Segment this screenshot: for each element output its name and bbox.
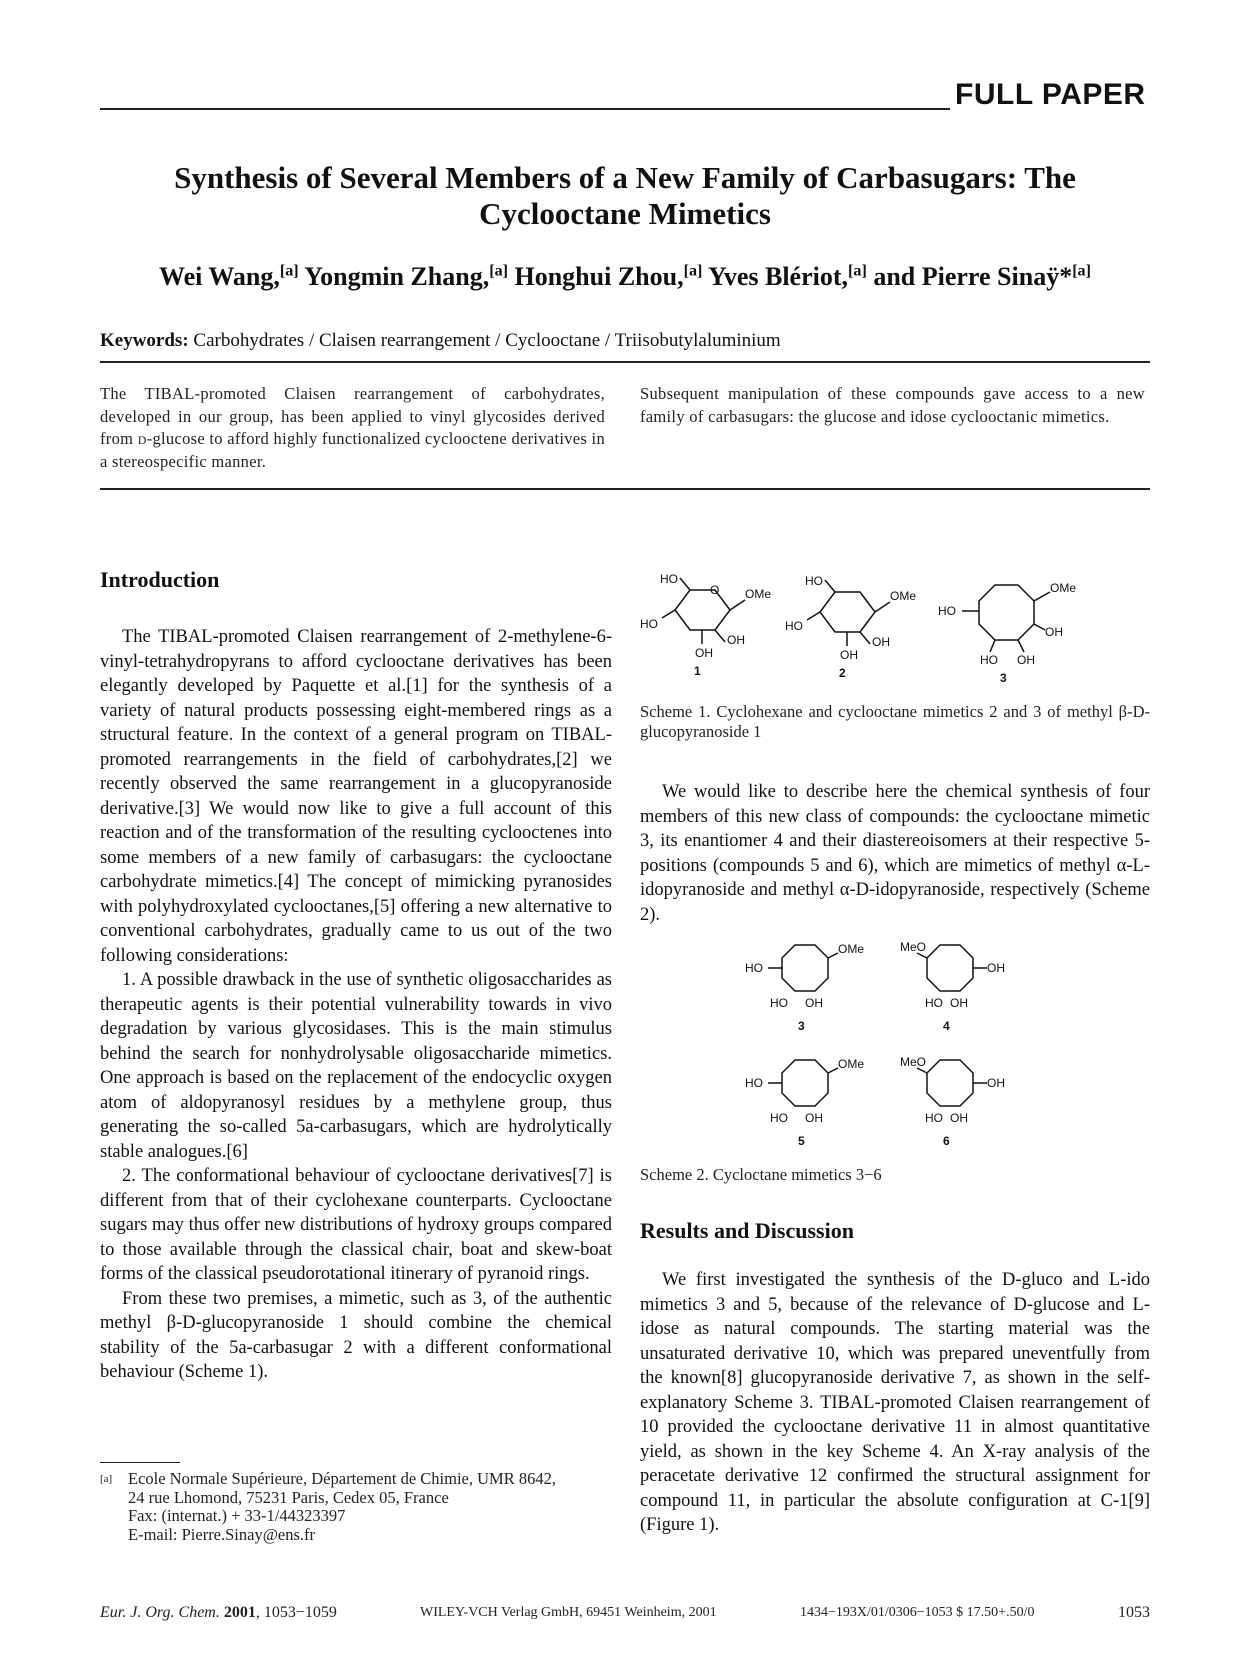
svg-text:OH: OH bbox=[727, 633, 745, 647]
abstract-text: -glucose to afford highly functionalized cyclooctene derivatives in a stereospecific manner. bbox=[100, 429, 605, 471]
journal-pages: , 1053−1059 bbox=[255, 1604, 337, 1621]
svg-text:OH: OH bbox=[950, 1111, 968, 1125]
author-name: Honghui Zhou, bbox=[514, 262, 684, 291]
svg-text:HO: HO bbox=[805, 574, 823, 588]
paragraph: 2. The conformational behaviour of cyclooctane derivatives[7] is different from that of their cyclohexane counterparts. Cyclooctane sugars may thus offer new distributions of hydroxy groups compared to those available through the classical chair, boat and skew-boat forms of the classical pseudorotational itinerary of pyranoid rings. bbox=[100, 1166, 612, 1284]
svg-text:HO: HO bbox=[640, 617, 658, 631]
compound-label: 5 bbox=[798, 1134, 805, 1148]
svg-text:HO: HO bbox=[770, 996, 788, 1010]
structure-1-labels bbox=[640, 572, 771, 678]
svg-text:OH: OH bbox=[1017, 653, 1035, 667]
header-rule bbox=[100, 108, 950, 110]
svg-text:HO: HO bbox=[745, 1076, 763, 1090]
svg-text:MeO: MeO bbox=[900, 940, 927, 954]
page-number: 1053 bbox=[1118, 1604, 1150, 1621]
structure-6 bbox=[917, 1060, 987, 1106]
footnote-line: Ecole Normale Supérieure, Département de Chimie, UMR 8642, bbox=[128, 1469, 556, 1488]
journal-name: Eur. J. Org. Chem. bbox=[100, 1604, 220, 1621]
abstract-text: d bbox=[137, 429, 147, 448]
svg-text:OH: OH bbox=[872, 635, 890, 649]
keywords-line bbox=[100, 330, 781, 352]
results-body bbox=[640, 1268, 1150, 1538]
introduction-heading: Introduction bbox=[100, 567, 220, 592]
affiliation-footnote bbox=[100, 1470, 612, 1544]
structure-3 bbox=[962, 585, 1050, 652]
structure-5 bbox=[768, 1060, 838, 1106]
structure-3-labels bbox=[938, 581, 1076, 685]
svg-text:OH: OH bbox=[695, 646, 713, 660]
compound-label: 2 bbox=[839, 666, 846, 680]
paper-title: Synthesis of Several Members of a New Family of Carbasugars: The Cyclooctane Mimetics bbox=[174, 160, 1076, 231]
svg-text:HO: HO bbox=[980, 653, 998, 667]
svg-text:HO: HO bbox=[925, 996, 943, 1010]
compound-label: 4 bbox=[943, 1019, 950, 1033]
author-list bbox=[100, 262, 1150, 292]
structure-2-labels bbox=[785, 574, 916, 680]
footnote-rule bbox=[100, 1462, 180, 1463]
right-paragraph bbox=[640, 780, 1150, 927]
section-label: FULL PAPER bbox=[955, 78, 1146, 111]
structure-4 bbox=[917, 945, 987, 991]
svg-text:HO: HO bbox=[925, 1111, 943, 1125]
svg-text:OMe: OMe bbox=[745, 587, 772, 601]
paragraph: From these two premises, a mimetic, such as 3, of the authentic methyl β-D-glucopyranoside 1 should combine the chemical stability of the 5a-carbasugar 2 with a different conformational behaviour (Scheme 1). bbox=[100, 1288, 612, 1382]
svg-text:OMe: OMe bbox=[838, 1057, 865, 1071]
svg-text:OH: OH bbox=[950, 996, 968, 1010]
paragraph: We first investigated the synthesis of the D-gluco and L-ido mimetics 3 and 5, because of the relevance of D-glucose and L-idose as natural compounds. The starting material was the unsaturated derivative 10, which was prepared uneventfully from the known[8] glucopyranoside derivative 7, as shown in the self-explanatory Scheme 3. TIBAL-promoted Claisen rearrangement of 10 provided the cyclooctane derivative 11 in almost quantitative yield, as shown in the key Scheme 4. An X-ray analysis of the peracetate derivative 12 confirmed the structural assignment for compound 11, in particular the absolute configuration at C-1[9] (Figure 1). bbox=[640, 1270, 1150, 1535]
svg-text:HO: HO bbox=[660, 572, 678, 586]
compound-label: 3 bbox=[798, 1019, 805, 1033]
scheme1-figure bbox=[640, 570, 1150, 695]
svg-text:OH: OH bbox=[840, 648, 858, 662]
svg-text:OH: OH bbox=[805, 1111, 823, 1125]
svg-text:OH: OH bbox=[1045, 625, 1063, 639]
issn-code: 1434−193X/01/0306−1053 $ 17.50+.50/0 bbox=[800, 1605, 1035, 1620]
author-name: and Pierre Sinaÿ* bbox=[873, 262, 1073, 291]
affiliation-mark: [a] bbox=[683, 262, 703, 280]
compound-label: 3 bbox=[1000, 671, 1007, 685]
scheme2-figure bbox=[740, 935, 1040, 1160]
affiliation-mark: [a] bbox=[489, 262, 508, 280]
footnote-mark: [a] bbox=[100, 1473, 113, 1485]
compound-label: 6 bbox=[943, 1134, 950, 1148]
footnote-line: Fax: (internat.) + 33-1/44323397 bbox=[128, 1506, 346, 1525]
journal-year: 2001 bbox=[223, 1604, 256, 1621]
svg-text:OH: OH bbox=[987, 1076, 1005, 1090]
author-name: Yves Blériot, bbox=[707, 262, 849, 291]
svg-text:OH: OH bbox=[805, 996, 823, 1010]
svg-text:HO: HO bbox=[785, 619, 803, 633]
paragraph: The TIBAL-promoted Claisen rearrangement of 2-methylene-6-vinyl-tetrahydropyrans to afford cyclooctane derivatives has been elegantly developed by Paquette et al.[1] for the synthesis of a variety of natural products possessing eight-membered rings as a structural feature. In the context of a general program on TIBAL-promoted rearrangements in the field of carbohydrates,[2] we recently observed the same rearrangement in a glucopyranoside derivative.[3] We would now like to give a full account of this reaction and of the transformation of the resulting cyclooctenes into some members of a new family of carbasugars: the cyclooctane carbohydrate mimetics.[4] The concept of mimicking pyranosides with polyhydroxylated cyclooctanes,[5] offering a new alternative to conventional carbohydrates, gradually came to us out of the two following considerations: bbox=[100, 627, 612, 966]
abstract-right: Subsequent manipulation of these compounds gave access to a new family of carbasugars: the glucose and idose cyclooctanic mimetics. bbox=[640, 384, 1145, 426]
svg-text:O: O bbox=[710, 583, 720, 597]
affiliation-mark: [a] bbox=[279, 262, 299, 280]
paragraph: We would like to describe here the chemical synthesis of four members of this new class of compounds: the cyclooctane mimetic 3, its enantiomer 4 and their diastereoisomers at their respective 5-positions (compounds 5 and 6), which are mimetics of methyl α-L-idopyranoside and methyl α-D-idopyranoside, respectively (Scheme 2). bbox=[640, 782, 1150, 925]
keywords-text: Carbohydrates / Claisen rearrangement / Cyclooctane / Triisobutylaluminium bbox=[193, 330, 781, 351]
structure-3b bbox=[768, 945, 838, 991]
abstract-left bbox=[100, 383, 605, 473]
abstract-top-rule bbox=[100, 361, 1150, 363]
svg-text:HO: HO bbox=[745, 961, 763, 975]
svg-text:OMe: OMe bbox=[1050, 581, 1077, 595]
affiliation-mark: [a] bbox=[1072, 262, 1091, 280]
svg-text:HO: HO bbox=[770, 1111, 788, 1125]
scheme1-caption: Scheme 1. Cyclohexane and cyclooctane mimetics 2 and 3 of methyl β-D-glucopyranoside 1 bbox=[640, 702, 1150, 741]
footnote-line: 24 rue Lhomond, 75231 Paris, Cedex 05, France bbox=[128, 1487, 449, 1507]
svg-text:OMe: OMe bbox=[890, 589, 917, 603]
results-heading: Results and Discussion bbox=[640, 1218, 854, 1243]
svg-text:HO: HO bbox=[938, 604, 956, 618]
paragraph: 1. A possible drawback in the use of synthetic oligosaccharides as therapeutic agents is their potential vulnerability towards in vivo degradation by various glycosidases. This is the main stimulus behind the search for nonhydrolysable oligosaccharide mimetics. One approach is based on the replacement of the endocyclic oxygen atom of aldopyranosyl residues by a methylene group, thus generating the so-called 5a-carbasugars, which are hydrolytically stable analogues.[6] bbox=[100, 970, 612, 1162]
svg-text:OH: OH bbox=[987, 961, 1005, 975]
abstract-bottom-rule bbox=[100, 488, 1150, 490]
footnote-line: E-mail: Pierre.Sinay@ens.fr bbox=[128, 1524, 316, 1544]
svg-text:MeO: MeO bbox=[900, 1055, 927, 1069]
abstract-text: The TIBAL-promoted Claisen rearrangement of carbohydrates, developed in our group, has been applied to vinyl glycosides derived from bbox=[100, 384, 605, 448]
compound-label: 1 bbox=[694, 664, 701, 678]
author-name: Yongmin Zhang, bbox=[304, 262, 490, 291]
scheme2-caption: Scheme 2. Cycloctane mimetics 3−6 bbox=[640, 1165, 882, 1184]
publisher-line: WILEY-VCH Verlag GmbH, 69451 Weinheim, 2001 bbox=[420, 1605, 717, 1620]
svg-text:OMe: OMe bbox=[838, 942, 865, 956]
journal-citation bbox=[100, 1604, 337, 1622]
introduction-body bbox=[100, 625, 612, 1385]
keywords-label: Keywords: bbox=[100, 330, 189, 351]
author-name: Wei Wang, bbox=[159, 262, 280, 291]
affiliation-mark: [a] bbox=[848, 262, 867, 280]
